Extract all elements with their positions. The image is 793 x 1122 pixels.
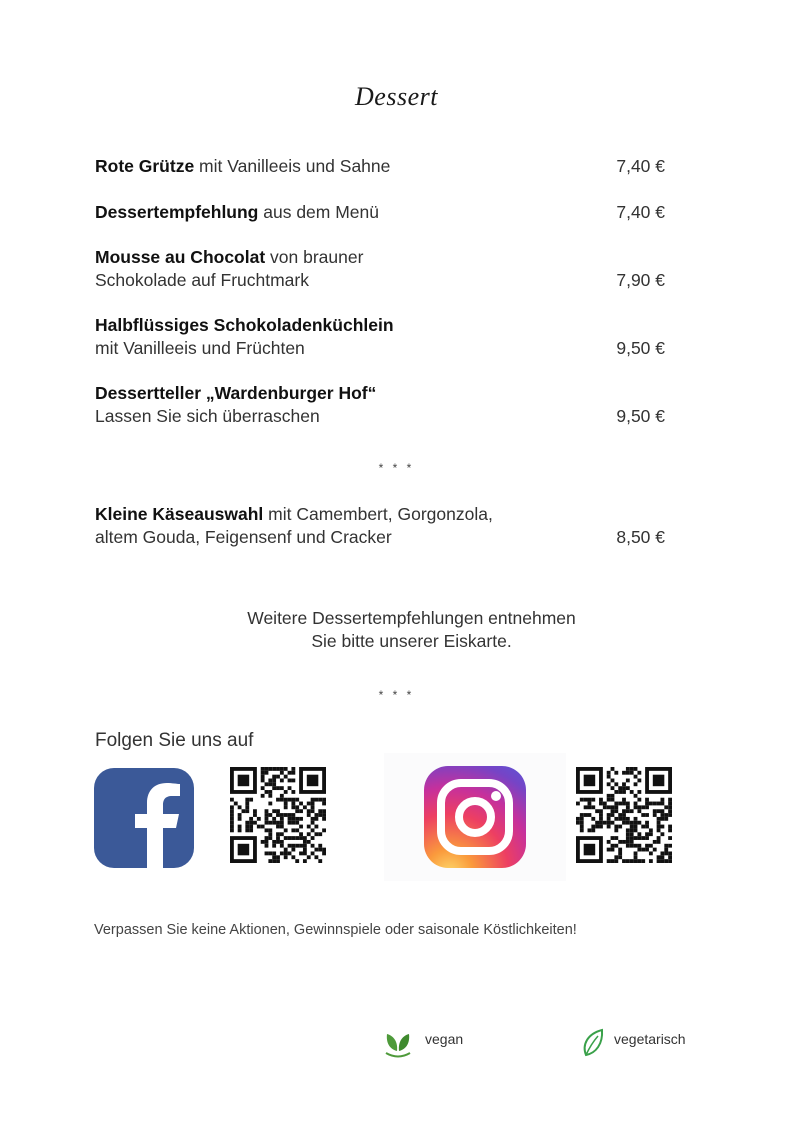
facebook-icon[interactable] [94,768,194,868]
menu-item [95,503,665,549]
item-price: 7,40 € [616,156,665,176]
legend-vegetarian-label: vegetarisch [614,1031,686,1047]
item-description: mit Camembert, Gorgonzola, [263,504,493,524]
instagram-qr-code[interactable] [576,767,672,863]
leaf-outline-icon [580,1027,606,1059]
item-description-line2: mit Vanilleeis und Früchten [95,338,305,358]
item-description-line2: Schokolade auf Fruchtmark [95,270,309,290]
facebook-qr-code[interactable] [230,767,326,863]
item-name: Mousse au Chocolat [95,247,266,267]
page-title: Dessert [355,82,438,111]
separator: * * * [378,461,415,475]
item-name: Rote Grütze [95,156,195,176]
item-description-line2: Lassen Sie sich überraschen [95,406,320,426]
item-description: mit Vanilleeis und Sahne [194,156,391,176]
item-description-line2: altem Gouda, Feigensenf und Cracker [95,527,392,547]
legend-vegan-label: vegan [425,1031,464,1047]
menu-item [95,314,665,360]
item-price: 9,50 € [616,406,665,426]
instagram-icon[interactable] [424,766,526,868]
instagram-logo-background [384,753,566,881]
menu-item [95,246,665,292]
item-price: 7,90 € [616,270,665,290]
item-price: 8,50 € [616,527,665,547]
menu-item [95,201,665,224]
item-price: 7,40 € [616,202,665,222]
menu-item [95,155,665,178]
item-description: von brauner [265,247,364,267]
item-name: Dessertteller „Wardenburger Hof“ [95,383,377,403]
separator: * * * [378,688,415,702]
promo-text: Verpassen Sie keine Aktionen, Gewinnspiele oder saisonale Köstlichkeiten! [94,922,577,938]
item-name: Dessertempfehlung [95,202,259,222]
note-line: Sie bitte unserer Eiskarte. [311,631,512,651]
item-name: Kleine Käseauswahl [95,504,264,524]
note-line: Weitere Dessertempfehlungen entnehmen [247,608,576,628]
menu-item [95,382,665,428]
follow-heading: Folgen Sie uns auf [95,730,254,751]
vegan-leaves-icon [383,1027,413,1061]
item-description: aus dem Menü [258,202,379,222]
item-price: 9,50 € [616,338,665,358]
item-name: Halbflüssiges Schokoladenküchlein [95,315,394,335]
